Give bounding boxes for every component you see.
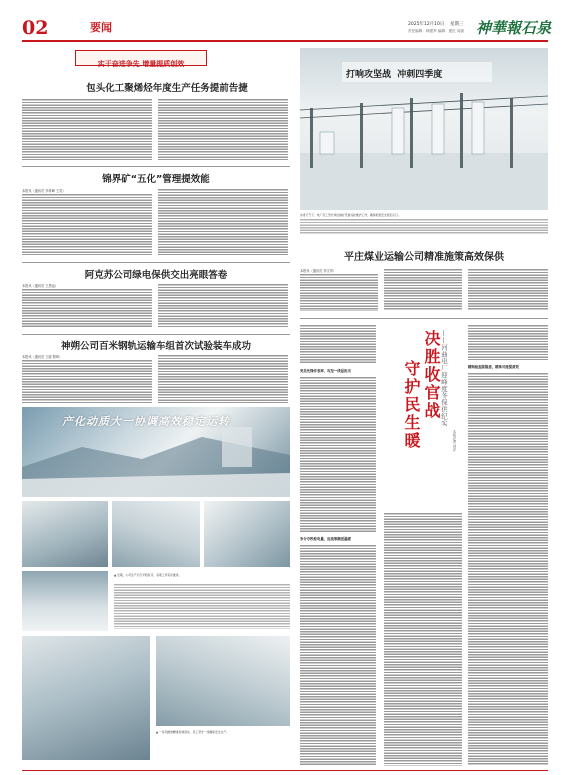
worker-photo-f [156,636,290,726]
slogan-text: 实干奋进争先 增量提质创效 [97,60,185,68]
worker-photo-e [22,636,150,760]
worker-photo-d [22,571,108,631]
photo-row-4 [22,636,290,766]
campaign-banner-text: 打响攻坚战 冲刺四季度 [346,70,443,80]
photo-row-3 [22,571,290,631]
feature-body-col-1 [300,324,376,364]
feature-body-col-1b [300,376,376,532]
masthead-rule [22,40,548,42]
masthead [22,17,552,39]
article-3-byline: 本报讯（通讯员 王思远） [22,284,59,288]
caption-2: ▲ 一系列措施精准有效落实，员工坚守一线确保安全生产。 [156,730,229,734]
power-plant-caption: 冰雪天气下，电厂员工坚守岗位做好设备巡检维护工作，确保机组安全稳定运行。 [300,213,401,217]
photo-overlay-text: 产化动质大一协调高效稳定运转 [62,415,230,428]
article-4-body-left [22,359,152,403]
divider-5 [300,318,548,319]
article-2-body-left [22,193,152,255]
article-3-body-left [22,288,152,328]
issue-weekday: 星期三 [450,22,464,27]
footer-rule [22,770,548,771]
caption-1: ▲ 近期，公司生产运行平稳有序，各项工作有序推进。 [114,573,182,577]
feature-body-col-1c [300,544,376,766]
article-5-body-1 [300,273,378,311]
article-1-title: 包头化工聚烯烃年度生产任务提前告捷 [86,83,248,94]
article-5-body-2 [384,268,462,311]
divider-2 [22,262,290,263]
page-number: 02 [22,17,49,39]
caption-1-more [114,583,290,629]
slogan-banner [75,50,207,66]
photo-row-2 [22,501,290,567]
feature-kicker: ——河曲电厂迎峰度冬保供纪实 [440,330,448,427]
factory-photo-1 [22,407,290,497]
issue-date: 2025年12月10日 [408,22,445,27]
feature-subhead-2: 争分夺秒抢电量，应战寒潮送温暖 [300,537,351,541]
article-4-title: 神朔公司百米钢轨运输车组首次试验装车成功 [60,341,251,352]
feature-body-col-3a [468,324,548,360]
feature-vertical-title-2: 守护民生暖 [402,360,421,450]
article-5-title: 平庄煤业运输公司精准施策高效保供 [344,252,504,263]
article-4-byline: 本报讯（通讯员 王聪 程琦） [22,355,63,359]
article-1-body-right [158,98,288,160]
feature-vertical-title-1: 决胜收官战 [422,330,441,420]
power-plant-caption-more [300,218,548,234]
feature-subhead-1: 党员先锋作表率，攻坚一线显担当 [300,369,351,373]
brand-logo: 神華報石泉 [476,19,552,37]
article-3-title: 阿克苏公司绿电保供交出亮眼答卷 [84,270,228,281]
divider-1 [22,166,290,167]
article-2-title: 锦界矿“五化”管理提效能 [102,174,210,185]
article-1-body-left [22,98,152,160]
worker-photo-a [22,501,108,567]
editor-line: 责任编辑：韩建军 编辑：建红 周凯 [408,29,465,33]
article-3-body-right [158,283,288,328]
feature-subhead-3: 精细检查除隐患，精准对接提质效 [468,365,519,369]
feature-body-col-3b [468,372,548,766]
article-5-body-3 [468,268,548,311]
divider-3 [22,334,290,335]
article-5-byline: 本报讯（通讯员 李文军） [300,269,337,273]
worker-photo-c [204,501,290,567]
article-2-body-right [158,188,288,255]
worker-photo-b [112,501,200,567]
article-2-byline: 本报讯（通讯员 李青峰 王奕） [22,189,66,193]
article-4-body-right [158,354,288,403]
campaign-banner [342,62,492,82]
power-plant-photo [300,48,548,210]
section-label: 要闻 [90,21,112,34]
feature-author: 本报记者 刘洋 [452,430,456,452]
feature-body-col-2 [384,512,462,766]
